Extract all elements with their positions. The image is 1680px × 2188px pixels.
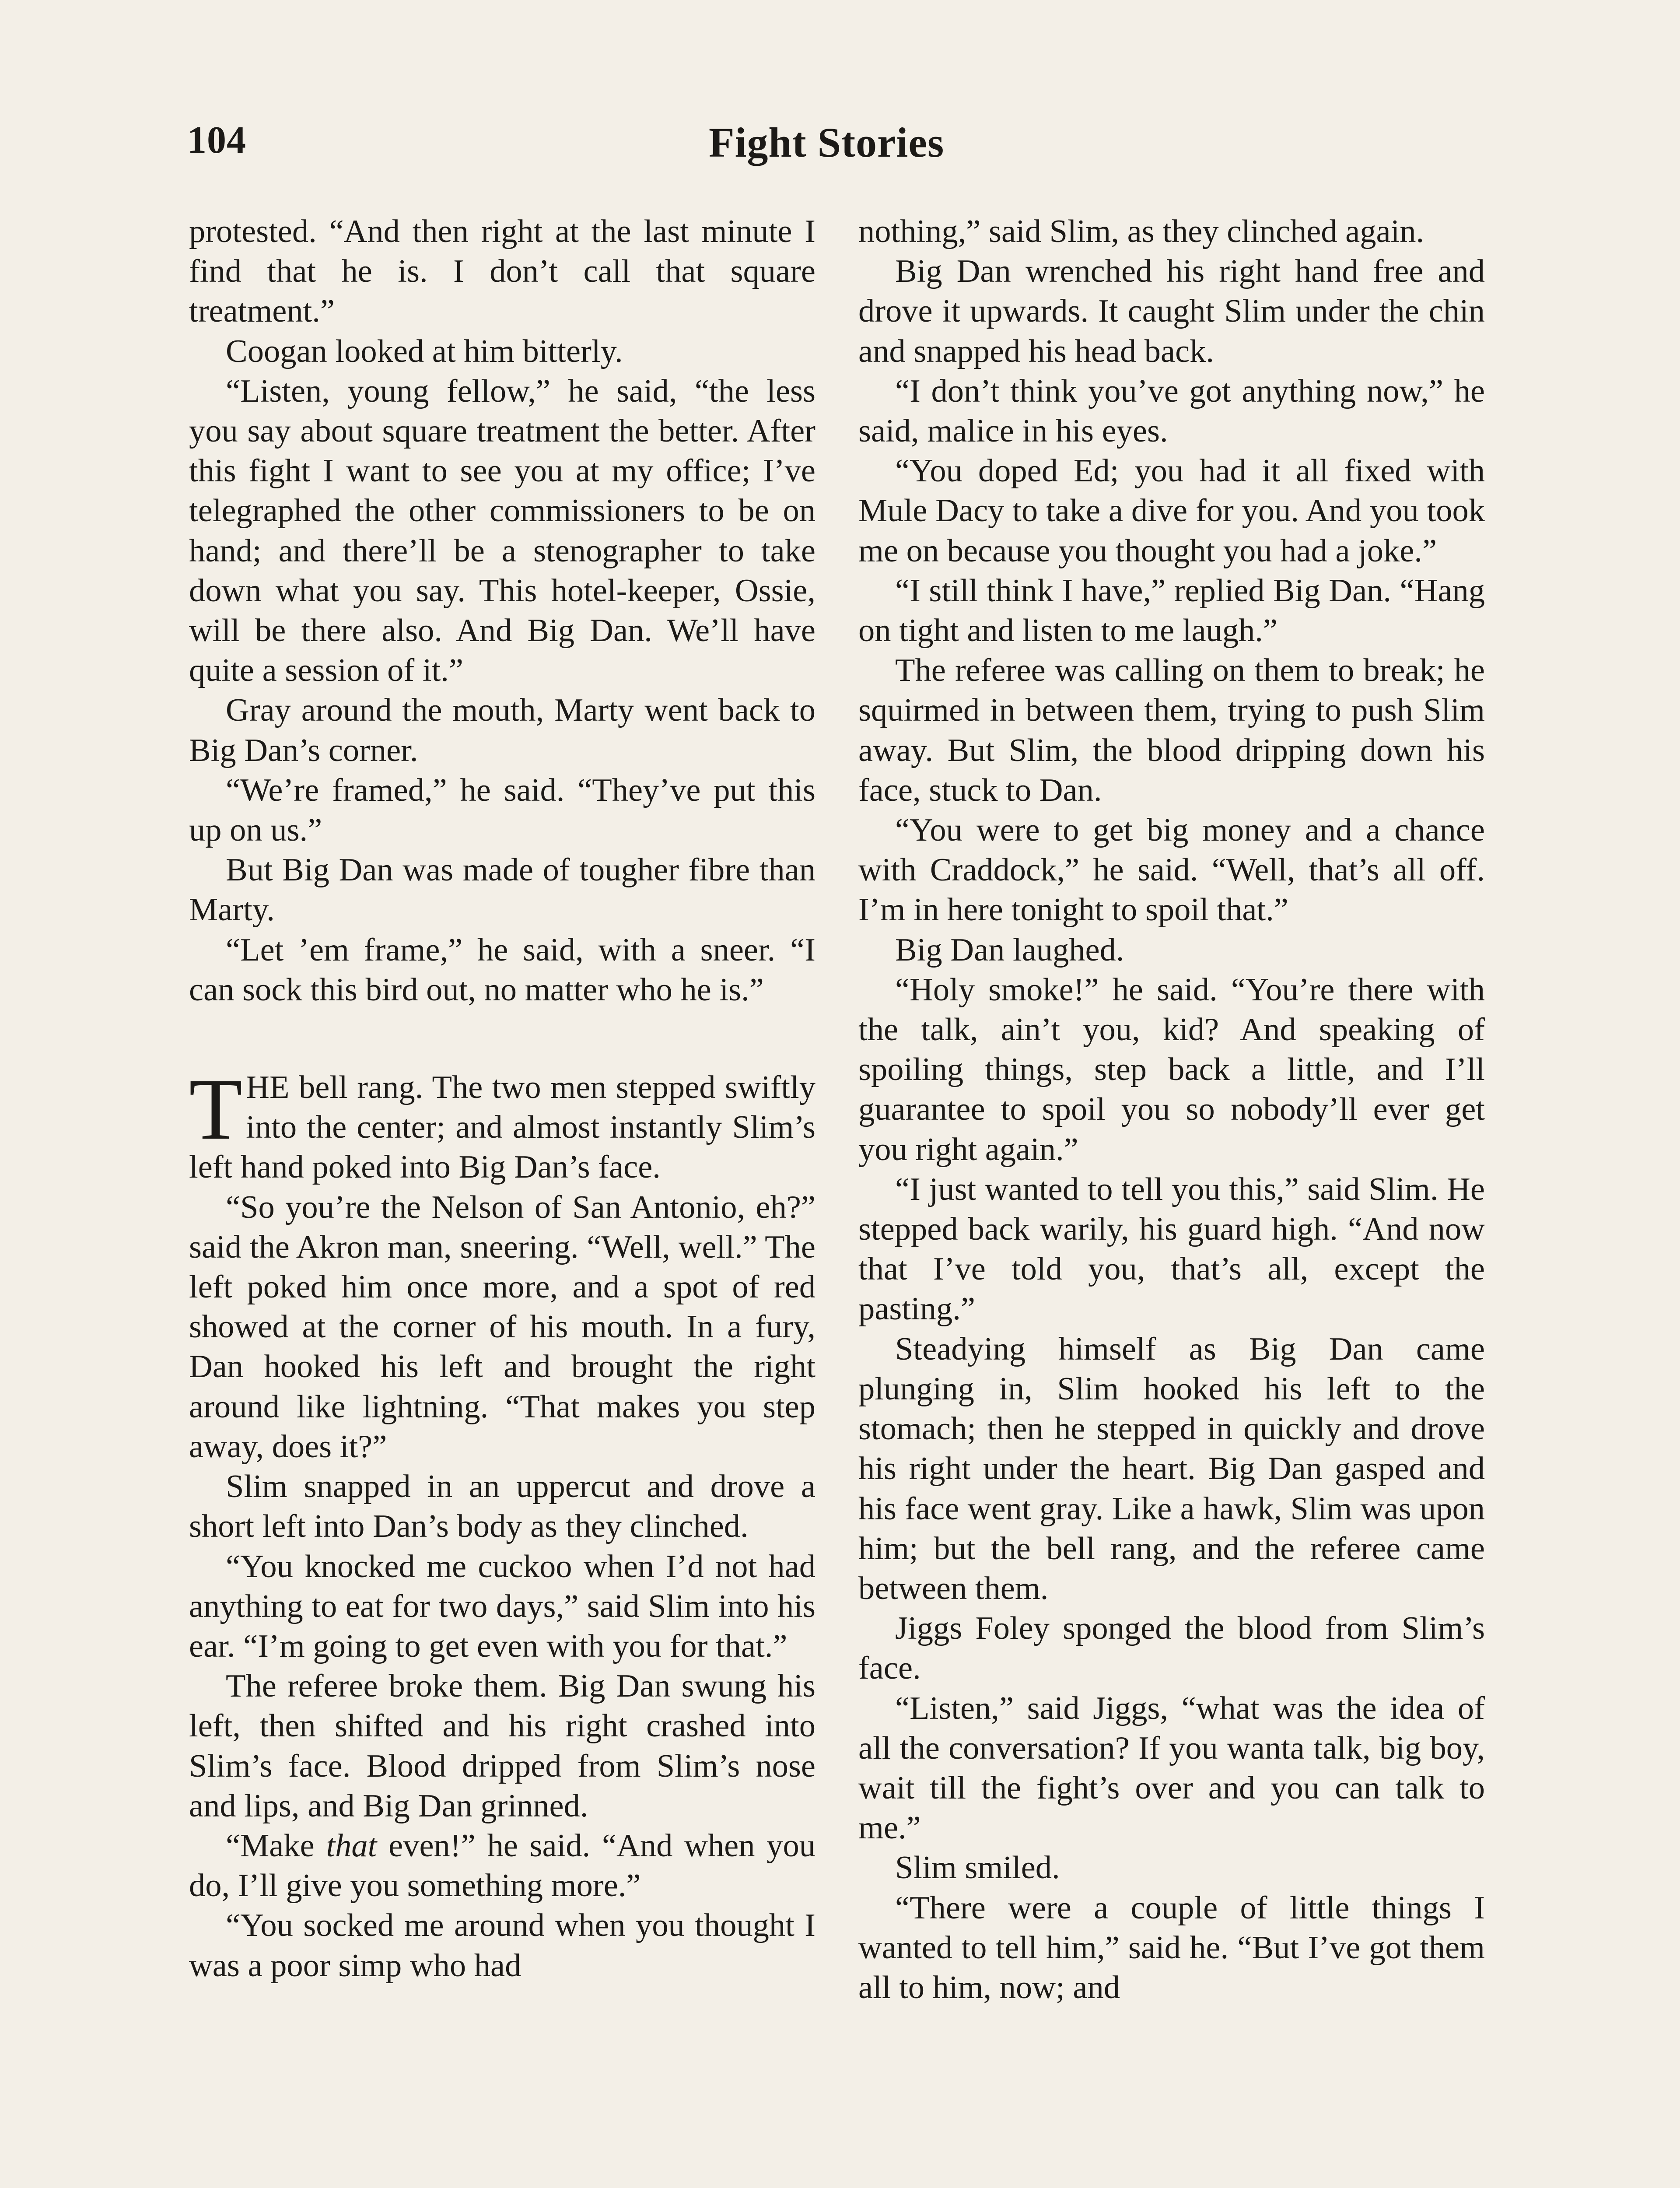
paragraph: “You knocked me cuckoo when I’d not had anything to eat for two days,” said Slim into his ear. “I’m going to get even with you for that.”: [189, 1548, 816, 1664]
left-column: [189, 212, 816, 1986]
paragraph: Coogan looked at him bitterly.: [226, 333, 623, 369]
paragraph: protested. “And then right at the last minute I find that he is. I don’t call that square treatment.”: [189, 214, 816, 330]
paragraph: “Holy smoke!” he said. “You’re there with the talk, ain’t you, kid? And speaking of spoiling things, step back a little, and I’ll guarantee to spoil you so nobody’ll ever get you right again.”: [858, 971, 1485, 1168]
paragraph-text: HE bell rang. The two men stepped swiftly into the center; and almost instantly Slim’s left hand poked into Big Dan’s face.: [189, 1069, 816, 1185]
section-break: [189, 1010, 816, 1068]
paragraph: nothing,” said Slim, as they clinched again.: [858, 214, 1424, 249]
paragraph: Jiggs Foley sponged the blood from Slim’s face.: [858, 1610, 1485, 1687]
paragraph: “Listen, young fellow,” he said, “the less you say about square treatment the better. After this fight I want to see you at my office; I’ve telegraphed the other commissioners to be on hand; and there’ll be a stenographer to take down what you say. This hotel-keeper, Ossie, will be there also. And Big Dan. We’ll have quite a session of it.”: [189, 373, 816, 689]
paragraph: Slim snapped in an uppercut and drove a short left into Dan’s body as they clinched.: [189, 1469, 816, 1545]
paragraph: The referee broke them. Big Dan swung his left, then shifted and his right crashed into Slim’s face. Blood dripped from Slim’s nose and lips, and Big Dan grinned.: [189, 1668, 816, 1824]
paragraph-text: “Make: [226, 1827, 326, 1864]
paragraph: Steadying himself as Big Dan came plunging in, Slim hooked his left to the stomach; then he stepped in quickly and drove his right under the heart. Big Dan gasped and his face went gray. Like a hawk, Slim was upon him; but the bell rang, and the referee came between them.: [858, 1331, 1485, 1606]
emphasis: that: [326, 1827, 377, 1864]
running-title: Fight Stories: [709, 119, 945, 166]
paragraph: “There were a couple of little things I wanted to tell him,” said he. “But I’ve got them all to him, now; and: [858, 1890, 1485, 2006]
paragraph: But Big Dan was made of tougher fibre than Marty.: [189, 852, 816, 928]
paragraph: Gray around the mouth, Marty went back to Big Dan’s corner.: [189, 692, 816, 768]
paragraph: “You were to get big money and a chance with Craddock,” he said. “Well, that’s all off. I’m in here tonight to spoil that.”: [858, 812, 1485, 928]
paragraph: “Let ’em frame,” he said, with a sneer. “I can sock this bird out, no matter who he is.”: [189, 932, 816, 1008]
paragraph: “I still think I have,” replied Big Dan. “Hang on tight and listen to me laugh.”: [858, 572, 1485, 649]
drop-cap: T: [189, 1061, 243, 1158]
paragraph: “We’re framed,” he said. “They’ve put this up on us.”: [189, 772, 816, 849]
paragraph: The referee was calling on them to break; he squirmed in between them, trying to push Slim away. But Slim, the blood dripping down his face, stuck to Dan.: [858, 652, 1485, 808]
paragraph-text: even!” he said. “And when you do, I’ll give you something more.”: [189, 1827, 816, 1904]
paragraph: Slim smiled.: [895, 1850, 1060, 1886]
page-number: 104: [187, 119, 246, 161]
paragraph: [189, 1826, 816, 1906]
paragraph: “So you’re the Nelson of San Antonio, eh?” said the Akron man, sneering. “Well, well.” The left poked him once more, and a spot of red showed at the corner of his mouth. In a fury, Dan hooked his left and brought the right around like lightning. “That makes you step away, does it?”: [189, 1189, 816, 1465]
section-opening-paragraph: [189, 1061, 816, 1188]
paragraph: “You doped Ed; you had it all fixed with Mule Dacy to take a dive for you. And you took me on because you thought you had a joke.”: [858, 453, 1485, 569]
paragraph: Big Dan wrenched his right hand free and drove it upwards. It caught Slim under the chin and snapped his head back.: [858, 253, 1485, 369]
paragraph: “You socked me around when you thought I was a poor simp who had: [189, 1907, 816, 1984]
paragraph: Big Dan laughed.: [895, 932, 1124, 968]
paragraph: “I just wanted to tell you this,” said Slim. He stepped back warily, his guard high. “And now that I’ve told you, that’s all, except the pasting.”: [858, 1171, 1485, 1327]
right-column: [858, 212, 1485, 2008]
paragraph: “Listen,” said Jiggs, “what was the idea of all the conversation? If you wanta talk, big boy, wait till the fight’s over and you can talk to me.”: [858, 1690, 1485, 1846]
paragraph: “I don’t think you’ve got anything now,” he said, malice in his eyes.: [858, 373, 1485, 449]
